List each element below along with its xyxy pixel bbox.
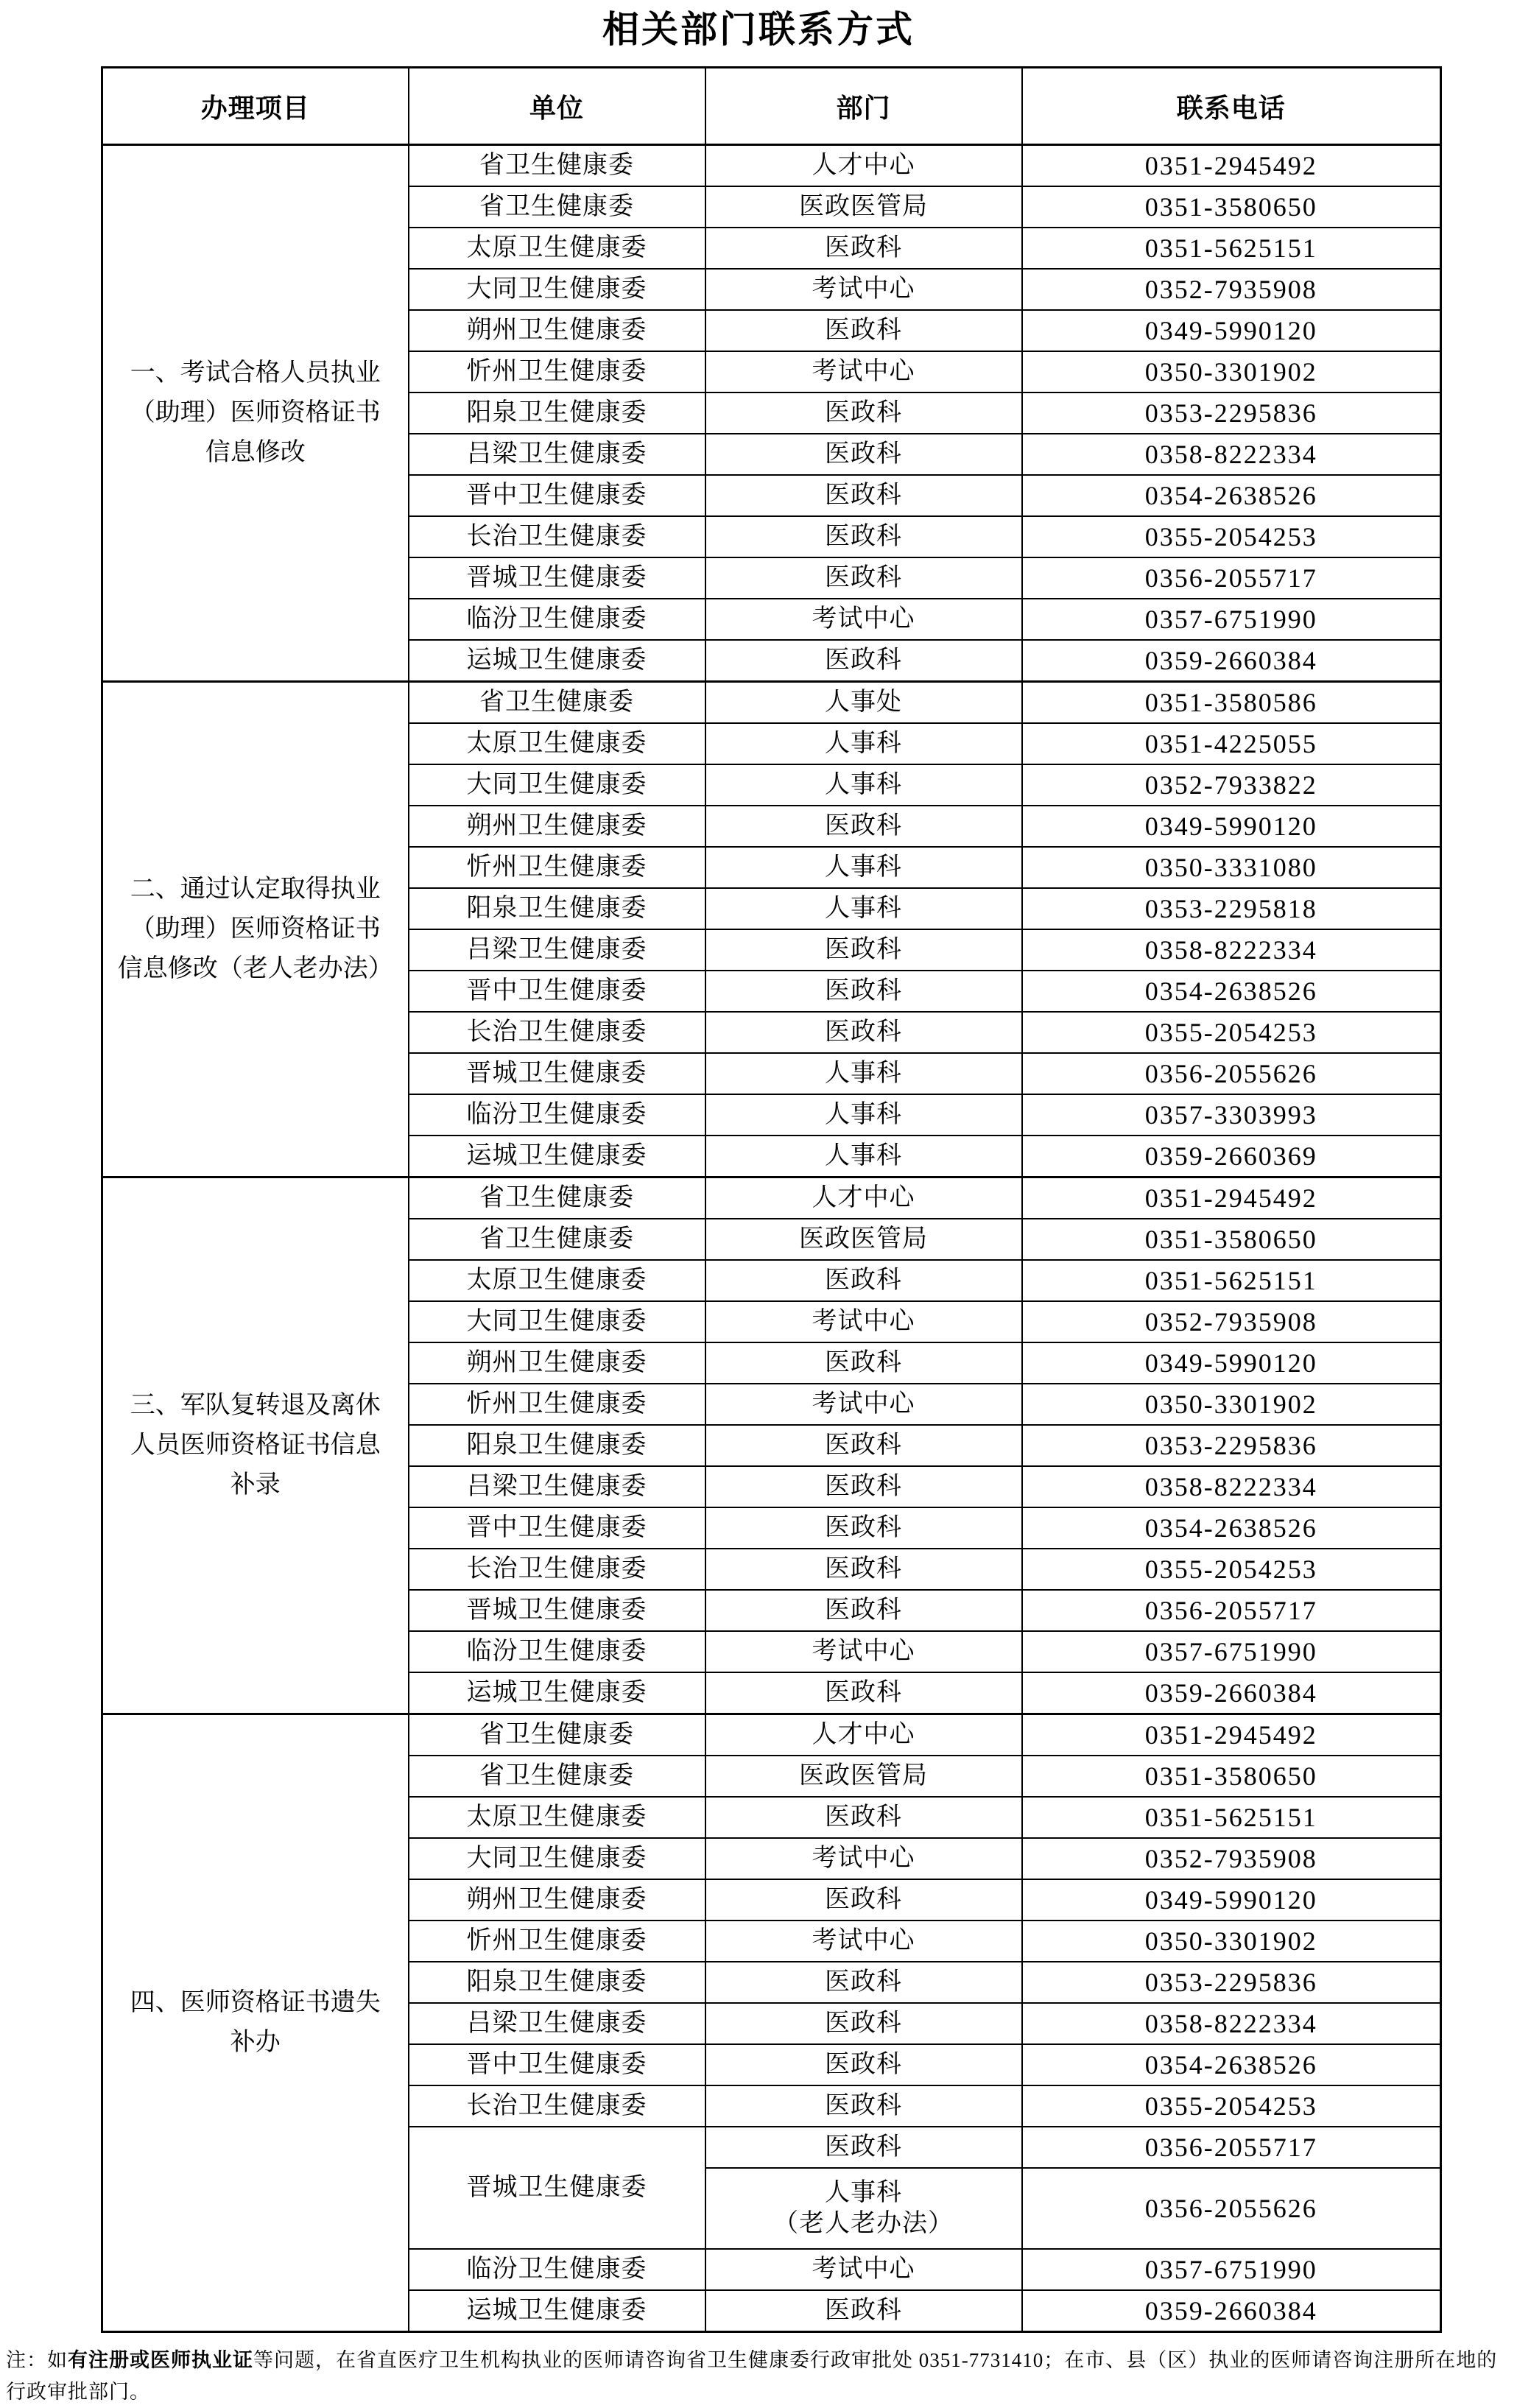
phone-cell: 0359-2660384 — [1022, 1672, 1441, 1714]
department-cell: 人事科 （老人老办法） — [705, 2168, 1022, 2249]
department-cell: 医政科 — [705, 1879, 1022, 1921]
phone-cell: 0351-3580586 — [1022, 682, 1441, 724]
department-cell: 医政科 — [705, 1672, 1022, 1714]
department-cell: 医政医管局 — [705, 1756, 1022, 1797]
phone-cell: 0357-6751990 — [1022, 599, 1441, 640]
unit-cell: 朔州卫生健康委 — [409, 310, 705, 351]
phone-cell: 0350-3301902 — [1022, 1921, 1441, 1962]
unit-cell: 晋城卫生健康委 — [409, 1053, 705, 1094]
phone-cell: 0349-5990120 — [1022, 1342, 1441, 1384]
phone-cell: 0358-8222334 — [1022, 929, 1441, 971]
department-cell: 人事科 — [705, 1136, 1022, 1177]
unit-cell: 晋中卫生健康委 — [409, 475, 705, 516]
unit-cell: 晋中卫生健康委 — [409, 2044, 705, 2085]
department-cell: 医政科 — [705, 971, 1022, 1012]
phone-cell: 0359-2660369 — [1022, 1136, 1441, 1177]
phone-cell: 0358-8222334 — [1022, 2003, 1441, 2044]
phone-cell: 0356-2055717 — [1022, 2127, 1441, 2168]
unit-cell: 晋中卫生健康委 — [409, 1507, 705, 1549]
phone-cell: 0353-2295836 — [1022, 1962, 1441, 2003]
unit-cell: 朔州卫生健康委 — [409, 1342, 705, 1384]
phone-cell: 0356-2055717 — [1022, 1590, 1441, 1631]
unit-cell: 省卫生健康委 — [409, 682, 705, 724]
header-phone: 联系电话 — [1022, 68, 1441, 145]
department-cell: 医政科 — [705, 1342, 1022, 1384]
unit-cell: 忻州卫生健康委 — [409, 1384, 705, 1425]
unit-cell: 长治卫生健康委 — [409, 516, 705, 557]
phone-cell: 0351-3580650 — [1022, 1219, 1441, 1260]
department-cell: 医政科 — [705, 310, 1022, 351]
department-cell: 人才中心 — [705, 1177, 1022, 1219]
unit-cell: 大同卫生健康委 — [409, 764, 705, 806]
department-cell: 医政科 — [705, 1466, 1022, 1507]
department-cell: 考试中心 — [705, 1631, 1022, 1672]
unit-cell: 省卫生健康委 — [409, 186, 705, 228]
phone-cell: 0351-3580650 — [1022, 1756, 1441, 1797]
unit-cell: 晋城卫生健康委 — [409, 557, 705, 599]
phone-cell: 0349-5990120 — [1022, 1879, 1441, 1921]
project-cell: 四、医师资格证书遗失 补办 — [102, 1714, 409, 2332]
unit-cell: 晋城卫生健康委 — [409, 1590, 705, 1631]
phone-cell: 0359-2660384 — [1022, 2290, 1441, 2332]
department-cell: 医政科 — [705, 557, 1022, 599]
phone-cell: 0351-2945492 — [1022, 1714, 1441, 1756]
unit-cell: 运城卫生健康委 — [409, 640, 705, 682]
department-cell: 医政科 — [705, 1507, 1022, 1549]
department-cell: 医政科 — [705, 2085, 1022, 2127]
header-department: 部门 — [705, 68, 1022, 145]
phone-cell: 0353-2295836 — [1022, 1425, 1441, 1466]
footnote-suffix: 等问题，在省直医疗卫生机构执业的医师请咨询省卫生健康委行政审批处 0351-7731410；在市、县（区）执业的医师请咨询注册所在地的行政审批部门。 — [6, 2349, 1498, 2404]
unit-cell: 朔州卫生健康委 — [409, 1879, 705, 1921]
department-cell: 医政科 — [705, 640, 1022, 682]
document-page — [0, 7, 1517, 2404]
phone-cell: 0359-2660384 — [1022, 640, 1441, 682]
contact-table — [101, 66, 1442, 2333]
phone-cell: 0352-7935908 — [1022, 269, 1441, 310]
department-cell: 医政科 — [705, 2044, 1022, 2085]
phone-cell: 0357-3303993 — [1022, 1094, 1441, 1136]
unit-cell: 长治卫生健康委 — [409, 1549, 705, 1590]
department-cell: 人事科 — [705, 847, 1022, 888]
unit-cell: 长治卫生健康委 — [409, 1012, 705, 1053]
phone-cell: 0352-7935908 — [1022, 1301, 1441, 1342]
unit-cell: 阳泉卫生健康委 — [409, 1425, 705, 1466]
phone-cell: 0354-2638526 — [1022, 2044, 1441, 2085]
department-cell: 医政医管局 — [705, 1219, 1022, 1260]
department-cell: 人才中心 — [705, 145, 1022, 187]
unit-cell: 省卫生健康委 — [409, 145, 705, 187]
department-cell: 医政科 — [705, 228, 1022, 269]
department-cell: 考试中心 — [705, 1384, 1022, 1425]
unit-cell: 太原卫生健康委 — [409, 1260, 705, 1301]
table-row — [102, 145, 1441, 187]
department-cell: 医政科 — [705, 1962, 1022, 2003]
unit-cell: 大同卫生健康委 — [409, 1838, 705, 1879]
table-row — [102, 1714, 1441, 1756]
phone-cell: 0353-2295836 — [1022, 392, 1441, 434]
phone-cell: 0351-5625151 — [1022, 228, 1441, 269]
project-cell: 三、军队复转退及离休 人员医师资格证书信息 补录 — [102, 1177, 409, 1714]
unit-cell: 阳泉卫生健康委 — [409, 392, 705, 434]
phone-cell: 0356-2055626 — [1022, 1053, 1441, 1094]
phone-cell: 0352-7935908 — [1022, 1838, 1441, 1879]
unit-cell: 省卫生健康委 — [409, 1177, 705, 1219]
unit-cell: 吕梁卫生健康委 — [409, 1466, 705, 1507]
unit-cell: 阳泉卫生健康委 — [409, 1962, 705, 2003]
department-cell: 考试中心 — [705, 1921, 1022, 1962]
phone-cell: 0349-5990120 — [1022, 310, 1441, 351]
unit-cell: 临汾卫生健康委 — [409, 1631, 705, 1672]
phone-cell: 0354-2638526 — [1022, 1507, 1441, 1549]
phone-cell: 0358-8222334 — [1022, 434, 1441, 475]
unit-cell: 吕梁卫生健康委 — [409, 434, 705, 475]
department-cell: 医政科 — [705, 929, 1022, 971]
department-cell: 考试中心 — [705, 599, 1022, 640]
department-cell: 医政科 — [705, 1425, 1022, 1466]
department-cell: 医政科 — [705, 1260, 1022, 1301]
phone-cell: 0351-2945492 — [1022, 145, 1441, 187]
department-cell: 考试中心 — [705, 2249, 1022, 2290]
unit-cell: 临汾卫生健康委 — [409, 1094, 705, 1136]
header-project: 办理项目 — [102, 68, 409, 145]
header-unit: 单位 — [409, 68, 705, 145]
department-cell: 考试中心 — [705, 269, 1022, 310]
phone-cell: 0356-2055626 — [1022, 2168, 1441, 2249]
unit-cell: 运城卫生健康委 — [409, 1672, 705, 1714]
unit-cell: 阳泉卫生健康委 — [409, 888, 705, 929]
department-cell: 医政科 — [705, 1549, 1022, 1590]
phone-cell: 0351-3580650 — [1022, 186, 1441, 228]
phone-cell: 0351-5625151 — [1022, 1260, 1441, 1301]
department-cell: 医政科 — [705, 1012, 1022, 1053]
phone-cell: 0355-2054253 — [1022, 2085, 1441, 2127]
unit-cell: 忻州卫生健康委 — [409, 847, 705, 888]
phone-cell: 0349-5990120 — [1022, 806, 1441, 847]
page-title: 相关部门联系方式 — [602, 9, 915, 50]
unit-cell: 临汾卫生健康委 — [409, 2249, 705, 2290]
table-row — [102, 682, 1441, 724]
department-cell: 人事科 — [705, 723, 1022, 764]
department-cell: 医政医管局 — [705, 186, 1022, 228]
phone-cell: 0358-8222334 — [1022, 1466, 1441, 1507]
unit-cell: 省卫生健康委 — [409, 1714, 705, 1756]
department-cell: 医政科 — [705, 2003, 1022, 2044]
unit-cell: 太原卫生健康委 — [409, 723, 705, 764]
phone-cell: 0350-3331080 — [1022, 847, 1441, 888]
department-cell: 医政科 — [705, 1590, 1022, 1631]
table-body — [102, 145, 1441, 2332]
table-header — [102, 68, 1441, 145]
unit-cell: 大同卫生健康委 — [409, 1301, 705, 1342]
phone-cell: 0356-2055717 — [1022, 557, 1441, 599]
phone-cell: 0351-5625151 — [1022, 1797, 1441, 1838]
phone-cell: 0351-2945492 — [1022, 1177, 1441, 1219]
project-cell: 二、通过认定取得执业 （助理）医师资格证书 信息修改（老人老办法） — [102, 682, 409, 1177]
department-cell: 医政科 — [705, 475, 1022, 516]
department-cell: 医政科 — [705, 1797, 1022, 1838]
phone-cell: 0352-7933822 — [1022, 764, 1441, 806]
unit-cell: 吕梁卫生健康委 — [409, 929, 705, 971]
project-cell: 一、考试合格人员执业 （助理）医师资格证书 信息修改 — [102, 145, 409, 682]
department-cell: 考试中心 — [705, 1838, 1022, 1879]
phone-cell: 0354-2638526 — [1022, 475, 1441, 516]
department-cell: 人事处 — [705, 682, 1022, 724]
header-row — [102, 68, 1441, 145]
phone-cell: 0355-2054253 — [1022, 1549, 1441, 1590]
phone-cell: 0357-6751990 — [1022, 1631, 1441, 1672]
department-cell: 人事科 — [705, 764, 1022, 806]
phone-cell: 0350-3301902 — [1022, 351, 1441, 392]
phone-cell: 0355-2054253 — [1022, 516, 1441, 557]
department-cell: 考试中心 — [705, 1301, 1022, 1342]
phone-cell: 0350-3301902 — [1022, 1384, 1441, 1425]
department-cell: 人事科 — [705, 888, 1022, 929]
footnote — [6, 2345, 1510, 2408]
footnote-prefix: 注：如 — [6, 2349, 68, 2371]
unit-cell: 太原卫生健康委 — [409, 1797, 705, 1838]
unit-cell: 长治卫生健康委 — [409, 2085, 705, 2127]
department-cell: 医政科 — [705, 392, 1022, 434]
department-cell: 人事科 — [705, 1094, 1022, 1136]
unit-cell: 省卫生健康委 — [409, 1756, 705, 1797]
unit-cell: 大同卫生健康委 — [409, 269, 705, 310]
unit-cell: 忻州卫生健康委 — [409, 1921, 705, 1962]
unit-cell: 晋中卫生健康委 — [409, 971, 705, 1012]
table-row — [102, 1177, 1441, 1219]
unit-cell: 朔州卫生健康委 — [409, 806, 705, 847]
unit-cell: 运城卫生健康委 — [409, 1136, 705, 1177]
unit-cell: 吕梁卫生健康委 — [409, 2003, 705, 2044]
phone-cell: 0355-2054253 — [1022, 1012, 1441, 1053]
phone-cell: 0354-2638526 — [1022, 971, 1441, 1012]
department-cell: 医政科 — [705, 806, 1022, 847]
department-cell: 医政科 — [705, 516, 1022, 557]
phone-cell: 0353-2295818 — [1022, 888, 1441, 929]
phone-cell: 0357-6751990 — [1022, 2249, 1441, 2290]
unit-cell: 忻州卫生健康委 — [409, 351, 705, 392]
unit-cell: 省卫生健康委 — [409, 1219, 705, 1260]
phone-cell: 0351-4225055 — [1022, 723, 1441, 764]
unit-cell: 运城卫生健康委 — [409, 2290, 705, 2332]
department-cell: 人才中心 — [705, 1714, 1022, 1756]
department-cell: 医政科 — [705, 2127, 1022, 2168]
unit-cell: 晋城卫生健康委 — [409, 2127, 705, 2249]
department-cell: 人事科 — [705, 1053, 1022, 1094]
department-cell: 医政科 — [705, 434, 1022, 475]
department-cell: 考试中心 — [705, 351, 1022, 392]
unit-cell: 太原卫生健康委 — [409, 228, 705, 269]
department-cell: 医政科 — [705, 2290, 1022, 2332]
unit-cell: 临汾卫生健康委 — [409, 599, 705, 640]
footnote-bold: 有注册或医师执业证 — [68, 2349, 253, 2371]
